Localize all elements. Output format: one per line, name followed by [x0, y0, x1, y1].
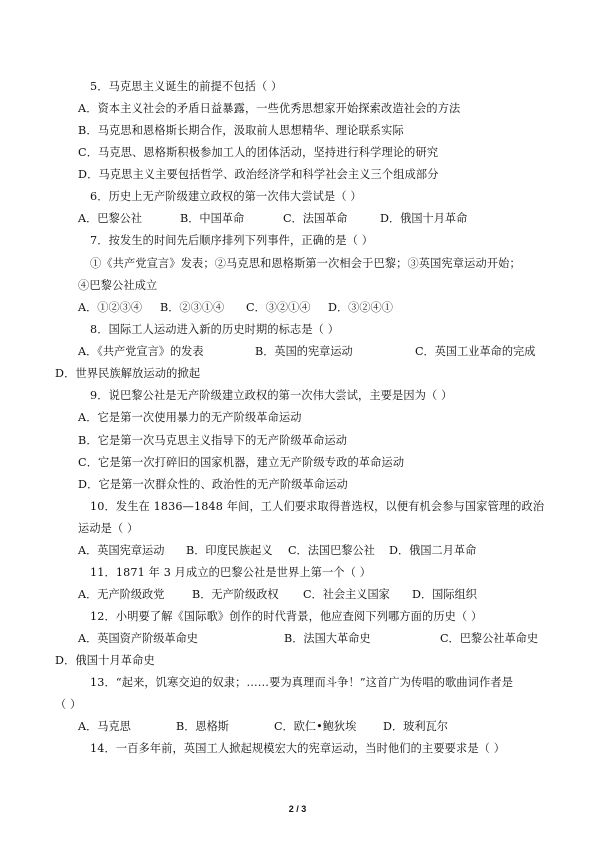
question-7-stem-events: ①《共产党宣言》发表；②马克思和恩格斯第一次相会于巴黎；③英国宪章运动开始； — [90, 257, 521, 270]
question-8-option-a: A．《共产党宣言》的发表 — [78, 345, 204, 358]
question-5-option-c: C．马克思、恩格斯积极参加工人的团体活动，坚持进行科学理论的研究 — [78, 146, 439, 159]
question-7-stem: 7．按发生的时间先后顺序排列下列事件，正确的是（ ） — [90, 234, 374, 247]
question-9-option-a: A．它是第一次使用暴力的无产阶级革命运动 — [78, 411, 302, 424]
question-10-option-a: A．英国宪章运动 — [78, 544, 165, 557]
question-6-option-a: A．巴黎公社 — [78, 212, 143, 225]
question-12-option-a: A．英国资产阶级革命史 — [78, 632, 198, 645]
question-12-option-b: B．法国大革命史 — [284, 632, 371, 645]
question-12-stem: 12．小明要了解《国际歌》创作的时代背景，他应查阅下列哪方面的历史（ ） — [90, 610, 483, 623]
question-11-stem: 11．1871 年 3 月成立的巴黎公社是世界上第一个（ ） — [90, 566, 372, 579]
question-10-stem-cont: 运动是（ ） — [78, 522, 139, 535]
question-6-option-c: C．法国革命 — [283, 212, 348, 225]
question-7-option-c: C．③②①④ — [246, 301, 311, 314]
question-12-option-d: D．俄国十月革命史 — [55, 654, 155, 667]
question-7-option-a: A．①②③④ — [78, 301, 143, 314]
question-13-option-d: D．玻利瓦尔 — [383, 720, 448, 733]
question-10-option-b: B．印度民族起义 — [186, 544, 273, 557]
question-7-option-d: D．③②④① — [328, 301, 393, 314]
page-number: 2 / 3 — [288, 804, 307, 814]
question-9-option-c: C．它是第一次打碎旧的国家机器，建立无产阶级专政的革命运动 — [78, 456, 405, 469]
question-12-option-c: C．巴黎公社革命史 — [440, 632, 539, 645]
question-10-option-c: C．法国巴黎公社 — [288, 544, 375, 557]
question-6-stem: 6．历史上无产阶级建立政权的第一次伟大尝试是（ ） — [90, 190, 362, 203]
question-5-option-d: D．马克思主义主要包括哲学、政治经济学和科学社会主义三个组成部分 — [78, 168, 439, 181]
question-13-option-a: A．马克思 — [78, 720, 131, 733]
question-5-option-b: B．马克思和恩格斯长期合作，汲取前人思想精华、理论联系实际 — [78, 124, 404, 137]
question-13-stem: 13．“起来，饥寒交迫的奴隶；……要为真理而斗争！”这首广为传唱的歌曲词作者是 — [90, 676, 514, 689]
question-13-option-c: C．欧仁•鲍狄埃 — [274, 720, 357, 733]
question-13-option-b: B．恩格斯 — [176, 720, 229, 733]
question-11-option-b: B．无产阶级政权 — [192, 588, 279, 601]
question-11-option-a: A．无产阶级政党 — [78, 588, 165, 601]
question-5-stem: 5．马克思主义诞生的前提不包括（ ） — [90, 80, 283, 93]
question-10-stem: 10．发生在 1836—1848 年间，工人们要求取得普选权，以便有机会参与国家管理的政治 — [90, 500, 545, 513]
question-8-option-c: C．英国工业革命的完成 — [415, 345, 536, 358]
question-9-option-b: B．它是第一次马克思主义指导下的无产阶级革命运动 — [78, 434, 348, 447]
question-5-option-a: A．资本主义社会的矛盾日益暴露，一些优秀思想家开始探索改造社会的方法 — [78, 102, 461, 115]
question-8-option-b: B．英国的宪章运动 — [255, 345, 353, 358]
question-8-option-d: D．世界民族解放运动的掀起 — [55, 367, 201, 380]
question-6-option-b: B．中国革命 — [180, 212, 245, 225]
question-7-option-b: B．②③①④ — [160, 301, 225, 314]
question-13-stem-cont: （ ） — [55, 698, 82, 711]
question-6-option-d: D．俄国十月革命 — [380, 212, 468, 225]
question-14-stem: 14．一百多年前，英国工人掀起规模宏大的宪章运动，当时他们的主要要求是（ ） — [90, 742, 506, 755]
question-10-option-d: D．俄国二月革命 — [389, 544, 477, 557]
question-9-option-d: D．它是第一次群众性的、政治性的无产阶级革命运动 — [78, 478, 348, 491]
question-8-stem: 8．国际工人运动进入新的历史时期的标志是（ ） — [90, 323, 340, 336]
question-11-option-d: D．国际组织 — [412, 588, 477, 601]
question-7-stem-events-cont: ④巴黎公社成立 — [78, 279, 158, 292]
question-9-stem: 9．说巴黎公社是无产阶级建立政权的第一次伟大尝试，主要是因为（ ） — [90, 389, 453, 402]
question-11-option-c: C．社会主义国家 — [303, 588, 390, 601]
